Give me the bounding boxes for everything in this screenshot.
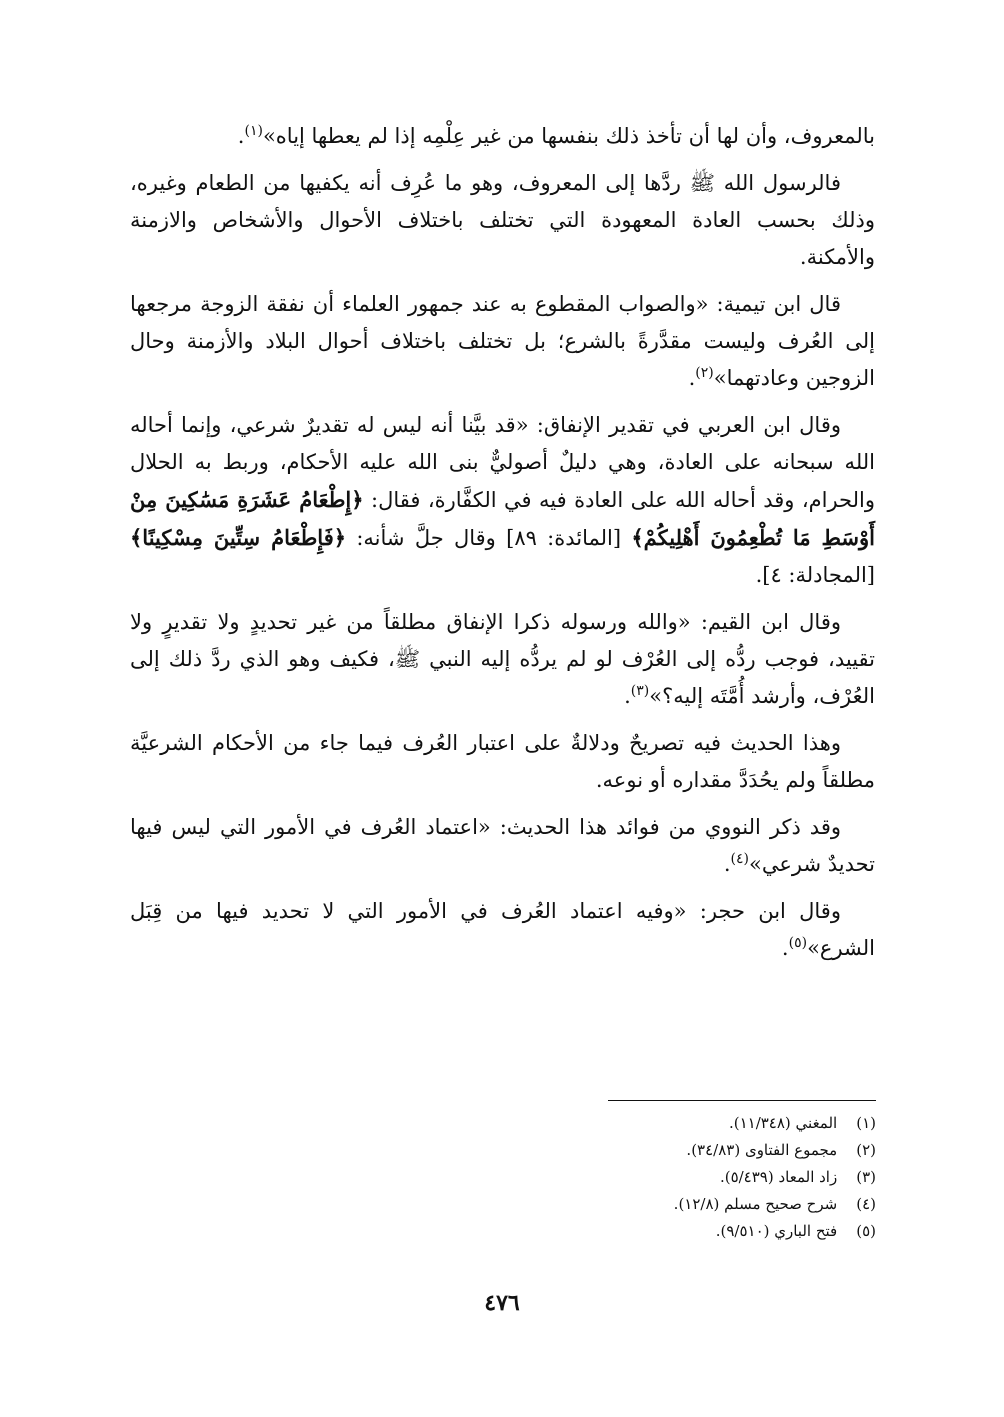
footnote-5: (٥) فتح الباري (٩/٥١٠). [715, 1222, 876, 1240]
paragraph-7: وقد ذكر النووي من فوائد هذا الحديث: «اعتماد العُرف في الأمور التي ليس فيها تحديدٌ شرعي»$^{(٤)}$. [130, 815, 875, 876]
footnote-ref-2[interactable]: (٢) [695, 365, 714, 381]
footnote-2: (٢) مجموع الفتاوى (٣٤/٨٣). [686, 1141, 876, 1159]
paragraph-8: وقال ابن حجر: «وفيه اعتماد العُرف في الأمور التي لا تحديد فيها من قِبَل الشرع»$^{(٥)}$. [130, 899, 875, 960]
footnote-ref-5[interactable]: (٥) [788, 935, 808, 951]
quran-verse-maidah: ﴿إِطْعَامُ عَشَرَةِ مَسَٰكِينَ مِنْ أَوْسَطِ مَا تُطْعِمُونَ أَهْلِيكُمْ﴾ [130, 487, 875, 550]
footnote-ref-4[interactable]: (٤) [730, 851, 749, 867]
paragraph-5: وقال ابن القيم: «والله ورسوله ذكرا الإنفاق مطلقاً من غير تحديدٍ ولا تقديرٍ ولا تقييد، فوجب ردُّه إلى العُرْف لو لم يردُّه إليه النبي ﷺ، فكيف وهو الذي ردَّ ذلك إلى العُرْف، وأرشد أُمَّتَه إليه؟»$^{(٣)}$. [130, 610, 875, 708]
footnotes [560, 1110, 876, 1245]
footnote-1: (١) المغني (١١/٣٤٨). [728, 1114, 876, 1132]
paragraph-2: فالرسول الله ﷺ ردَّها إلى المعروف، وهو ما عُرِف أنه يكفيها من الطعام وغيره، وذلك بحسب العادة المعهودة التي تختلف باختلاف الأحوال والأشخاص والازمنة والأمكنة. [130, 171, 875, 269]
footnote-ref-3[interactable]: (٣) [630, 683, 650, 699]
paragraph-3: قال ابن تيمية: «والصواب المقطوع به عند جمهور العلماء أن نفقة الزوجة مرجعها إلى العُرف وليست مقدَّرةً بالشرع؛ بل تختلف باختلاف أحوال البلاد والأزمنة وحال الزوجين وعادتهما»$^{(٢)}$. [130, 292, 875, 390]
footnote-4: (٤) شرح صحيح مسلم (١٢/٨). [673, 1195, 876, 1213]
page-number: ٤٧٦ [484, 1290, 520, 1316]
paragraph-4: وقال ابن العربي في تقدير الإنفاق: «قد بيَّنا أنه ليس له تقديرٌ شرعي، وإنما أحاله الله سبحانه على العادة، وهي دليلٌ أصوليٌّ بنى الله عليه الأحكام، وربط به الحلال والحرام، وقد أحاله الله على العادة فيه في الكفَّارة، فقال: ﴿إِطْعَامُ عَشَرَةِ مَسَٰكِينَ مِنْ أَوْسَطِ مَا تُطْعِمُونَ أَهْلِيكُمْ﴾ [المائدة: ٨٩] وقال جلَّ شأنه: ﴿فَإِطْعَامُ سِتِّينَ مِسْكِينًا﴾ [المجادلة: ٤]. [130, 413, 875, 587]
footnote-3: (٣) زاد المعاد (٥/٤٣٩). [719, 1168, 876, 1186]
footnote-ref-1[interactable]: (١) [244, 123, 263, 139]
paragraph-6: وهذا الحديث فيه تصريحٌ ودلالةٌ على اعتبار العُرف فيما جاء من الأحكام الشرعيَّة مطلقاً ولم يحُدَدَّ مقداره أو نوعه. [130, 731, 875, 792]
quran-verse-mujadala: ﴿فَإِطْعَامُ سِتِّينَ مِسْكِينًا﴾ [130, 525, 347, 550]
paragraph-1: بالمعروف، وأن لها أن تأخذ ذلك بنفسها من غير عِلْمِه إذا لم يعطها إياه»$^{(١)}$. [237, 123, 875, 148]
main-text [130, 118, 875, 977]
footnote-divider [608, 1100, 876, 1101]
